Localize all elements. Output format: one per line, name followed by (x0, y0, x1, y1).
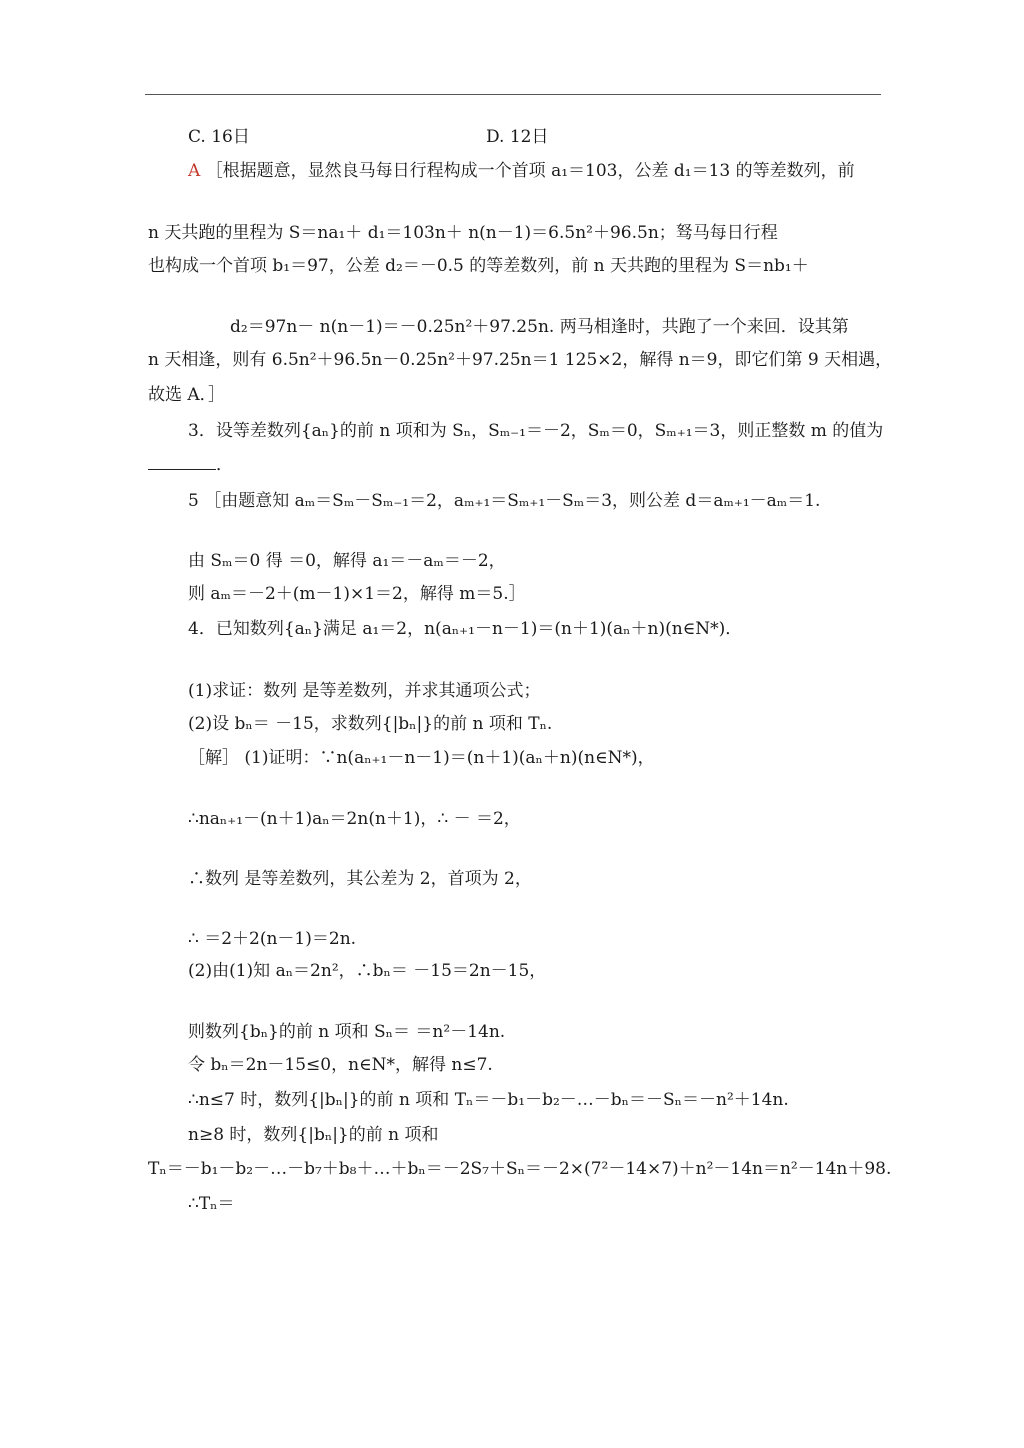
solution-line3: ∴数列 是等差数列，其公差为 2，首项为 2， (188, 869, 532, 889)
solution-line4: ∴ ＝2＋2(n－1)＝2n. (188, 929, 357, 949)
solution-line2: ∴naₙ₊₁－(n＋1)aₙ＝2n(n＋1)，∴ － ＝2， (188, 809, 521, 829)
answer3-line1: 5 ［由题意知 aₘ＝Sₘ－Sₘ₋₁＝2，aₘ₊₁＝Sₘ₊₁－Sₘ＝3，则公差 d＝aₘ₊₁－aₘ＝1. (188, 491, 821, 511)
answer3-line2: 由 Sₘ＝0 得 ＝0，解得 a₁＝－aₘ＝－2， (188, 551, 506, 571)
question4-part2: (2)设 bₙ＝ －15，求数列{|bₙ|}的前 n 项和 Tₙ. (188, 714, 553, 734)
solution-line10: Tₙ＝－b₁－b₂－…－b₇＋b₈＋…＋bₙ＝－2S₇＋Sₙ＝－2×(7²－14×7)＋n²－14n＝n²－14n＋98. (148, 1159, 892, 1179)
answer1-line1: A ［根据题意，显然良马每日行程构成一个首项 a₁＝103，公差 d₁＝13 的等差数列，前 (188, 161, 855, 181)
answer1-line3: 也构成一个首项 b₁＝97，公差 d₂＝－0.5 的等差数列，前 n 天共跑的里程为 S＝nb₁＋ (148, 256, 809, 276)
solution-line8: ∴n≤7 时，数列{|bₙ|}的前 n 项和 Tₙ＝－b₁－b₂－…－bₙ＝－Sₙ＝－n²＋14n. (188, 1090, 789, 1110)
solution-line9: n≥8 时，数列{|bₙ|}的前 n 项和 (188, 1125, 439, 1145)
solution-line11: ∴Tₙ＝ (188, 1194, 235, 1214)
answer1-line5: n 天相逢，则有 6.5n²＋96.5n－0.25n²＋97.25n＝1 125×2，解得 n＝9，即它们第 9 天相遇， (148, 350, 893, 370)
answer1-line2: n 天共跑的里程为 S＝na₁＋ d₁＝103n＋ n(n－1)＝6.5n²＋96.5n；驽马每日行程 (148, 223, 778, 243)
question4-part1: (1)求证：数列 是等差数列，并求其通项公式； (188, 681, 541, 701)
answer3-line3: 则 aₘ＝－2＋(m－1)×1＝2，解得 m＝5.］ (188, 584, 526, 604)
question3-line1: 3．设等差数列{aₙ}的前 n 项和为 Sₙ，Sₘ₋₁＝－2，Sₘ＝0，Sₘ₊₁＝3，则正整数 m 的值为 (188, 421, 884, 441)
answer-letter: A (188, 161, 201, 181)
answer1-line4: d₂＝97n－ n(n－1)＝－0.25n²＋97.25n. 两马相逢时，共跑了一个来回．设其第 (230, 317, 849, 337)
option-c: C. 16日 (188, 127, 250, 147)
solution-line7: 令 bₙ＝2n－15≤0，n∈N*，解得 n≤7. (188, 1055, 493, 1075)
answer1-line6: 故选 A．］ (148, 385, 226, 405)
solution-line1: ［解］ (1)证明：∵n(aₙ₊₁－n－1)＝(n＋1)(aₙ＋n)(n∈N*)， (188, 748, 655, 768)
solution-line5: (2)由(1)知 aₙ＝2n²，∴bₙ＝ －15＝2n－15， (188, 961, 547, 981)
header-rule (145, 94, 881, 95)
question4-stem: 4．已知数列{aₙ}满足 a₁＝2，n(aₙ₊₁－n－1)＝(n＋1)(aₙ＋n)(n∈N*)． (188, 619, 743, 639)
option-d: D. 12日 (486, 127, 549, 147)
solution-line6: 则数列{bₙ}的前 n 项和 Sₙ＝ ＝n²－14n. (188, 1022, 506, 1042)
question3-line2: ． (148, 454, 233, 476)
answer-blank (148, 455, 216, 470)
